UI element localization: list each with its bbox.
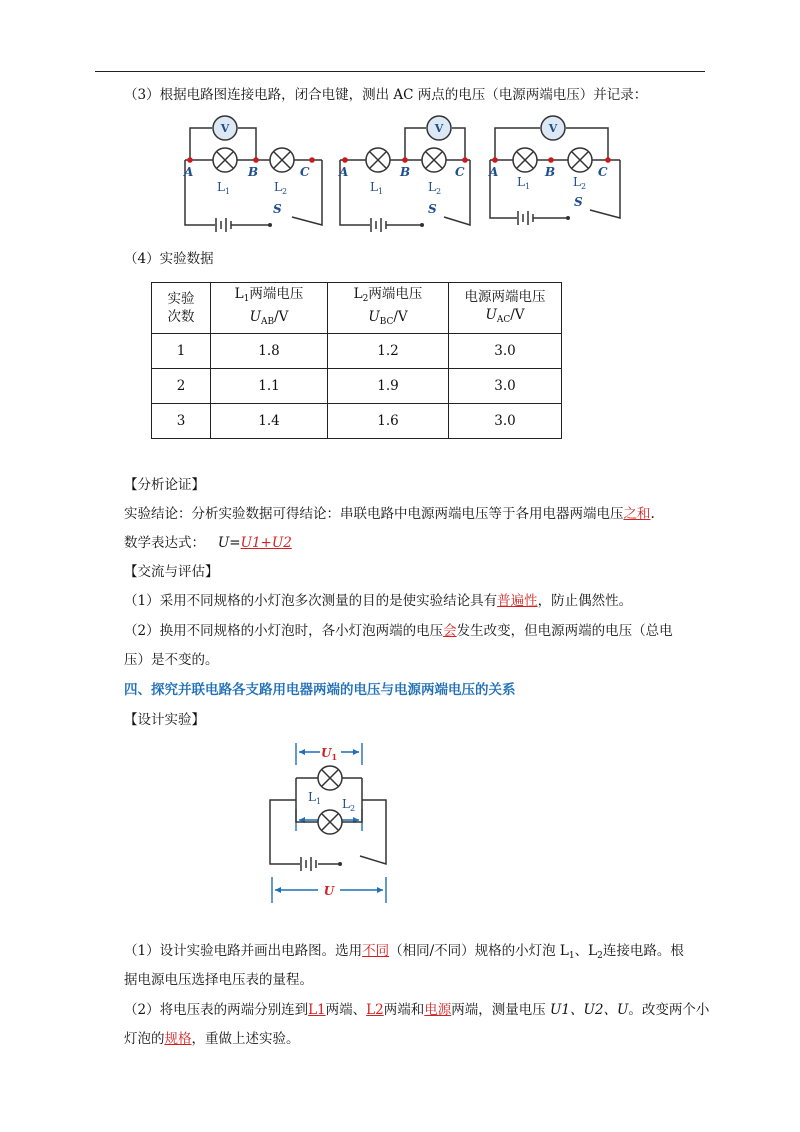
- header-l2-voltage: $L_2$两端电压 $U_{BC}/V$: [328, 283, 449, 334]
- section4-title: 四、探究并联电路各支路用电器两端的电压与电源两端电压的关系: [124, 682, 516, 698]
- svg-text:L1: [217, 180, 230, 196]
- design-item-1-cont: 据电源电压选择电压表的量程。: [124, 972, 313, 988]
- d1-answer: 不同: [362, 943, 390, 959]
- lamp-l2-b-sub: 2: [435, 187, 442, 196]
- series-circuits-figure: [0, 110, 800, 250]
- lamp-l1-c: L: [517, 175, 525, 189]
- exchange-item-1: （1）采用不同规格的小灯泡多次测量的目的是使实验结论具有普遍性，防止偶然性。: [124, 593, 633, 609]
- voltmeter-label-3: V: [548, 122, 558, 135]
- table-row: 2 1.1 1.9 3.0: [152, 369, 562, 404]
- switch-s-3: S: [574, 195, 583, 209]
- design-item-1: （1）设计实验电路并画出电路图。选用不同（相同/不同）规格的小灯泡 $L_1$、$L_2$连接电路。根: [124, 943, 684, 961]
- parallel-circuit-figure: [0, 735, 800, 910]
- lamp-l1-a: L: [217, 180, 225, 194]
- header-l1-voltage: $L_1$两端电压 $U_{AB}/V$: [211, 283, 328, 334]
- math-expression: 数学表达式： U=U1+U2: [124, 535, 292, 551]
- parallel-l2-sub: 2: [349, 804, 356, 813]
- conclusion-text: 实验结论：分析实验数据可得结论：串联电路中电源两端电压等于各用电器两端电压之和.: [124, 506, 655, 522]
- design-item-2: （2）将电压表的两端分别连到L1两端、L2两端和电源两端，测量电压 U1、U2、U。改变两个小: [124, 1002, 710, 1018]
- node-c-3: C: [598, 165, 608, 179]
- lamp-l2-c: L: [573, 175, 581, 189]
- svg-text:L1: [370, 180, 383, 196]
- d2-answer-source: 电源: [424, 1002, 452, 1018]
- exchange-item-2: （2）换用不同规格的小灯泡时，各小灯泡两端的电压会发生改变，但电源两端的电压（总电: [124, 623, 673, 639]
- node-b-1: B: [248, 165, 259, 179]
- u1-label-sub: 1: [331, 752, 338, 762]
- lamp-l2-b: L: [428, 180, 436, 194]
- d2-answer-spec: 规格: [164, 1031, 192, 1047]
- table-row: 1 1.8 1.2 3.0: [152, 334, 562, 369]
- header-source-voltage: 电源两端电压 $U_{AC}/V$: [449, 283, 562, 334]
- node-a-2: A: [339, 165, 349, 179]
- step3-text: （3）根据电路图连接电路，闭合电键，测出 AC 两点的电压（电源两端电压）并记录：: [124, 87, 648, 103]
- expr-answer: U1+U2: [240, 535, 292, 551]
- voltmeter-label-2: V: [434, 122, 444, 135]
- lamp-l1-a-sub: 1: [224, 187, 231, 196]
- analysis-title: 【分析论证】: [124, 477, 205, 493]
- exchange-item-2-cont: 压）是不变的。: [124, 652, 219, 668]
- parallel-l2: L: [342, 797, 350, 811]
- table-header-row: [152, 283, 562, 334]
- parallel-l1: L: [308, 790, 316, 804]
- u1-label: U: [320, 746, 332, 760]
- lamp-l1-c-sub: 1: [524, 182, 531, 191]
- table-row: 3 1.4 1.6 3.0: [152, 404, 562, 439]
- design-title: 【设计实验】: [124, 712, 205, 728]
- lamp-l2-a-sub: 2: [281, 187, 288, 196]
- exchange-title: 【交流与评估】: [124, 564, 219, 580]
- lamp-l2-a: L: [274, 180, 282, 194]
- svg-text:L1: [517, 175, 530, 191]
- header-trial: 实验 次数: [152, 283, 211, 334]
- node-a-1: A: [184, 165, 194, 179]
- svg-text:L2: [274, 180, 287, 196]
- node-c-2: C: [455, 165, 465, 179]
- voltmeter-label-1: V: [220, 122, 230, 135]
- data-table: [151, 282, 562, 439]
- node-a-3: A: [489, 165, 499, 179]
- conclusion-answer: 之和: [623, 506, 651, 522]
- switch-s-1: S: [273, 202, 282, 216]
- lamp-l2-c-sub: 2: [580, 182, 587, 191]
- svg-text:L1: [308, 790, 321, 806]
- node-b-3: B: [545, 165, 556, 179]
- lamp-l1-b: L: [370, 180, 378, 194]
- step4-text: （4）实验数据: [124, 251, 214, 267]
- svg-text:L2: [428, 180, 441, 196]
- u-label: U: [323, 884, 335, 898]
- parallel-l1-sub: 1: [315, 797, 322, 806]
- svg-text:U1: [321, 746, 337, 762]
- ex1-answer: 普遍性: [497, 593, 538, 609]
- d2-answer-l1: L1: [308, 1002, 326, 1018]
- node-b-2: B: [400, 165, 411, 179]
- switch-s-2: S: [428, 202, 437, 216]
- lamp-l1-b-sub: 1: [377, 187, 384, 196]
- svg-text:L2: [573, 175, 586, 191]
- node-c-1: C: [300, 165, 310, 179]
- ex2-answer: 会: [443, 623, 457, 639]
- svg-text:L2: [342, 797, 355, 813]
- d2-answer-l2: L2: [366, 1002, 384, 1018]
- header-rule: [95, 71, 705, 72]
- design-item-2-cont: 灯泡的规格，重做上述实验。: [124, 1031, 300, 1047]
